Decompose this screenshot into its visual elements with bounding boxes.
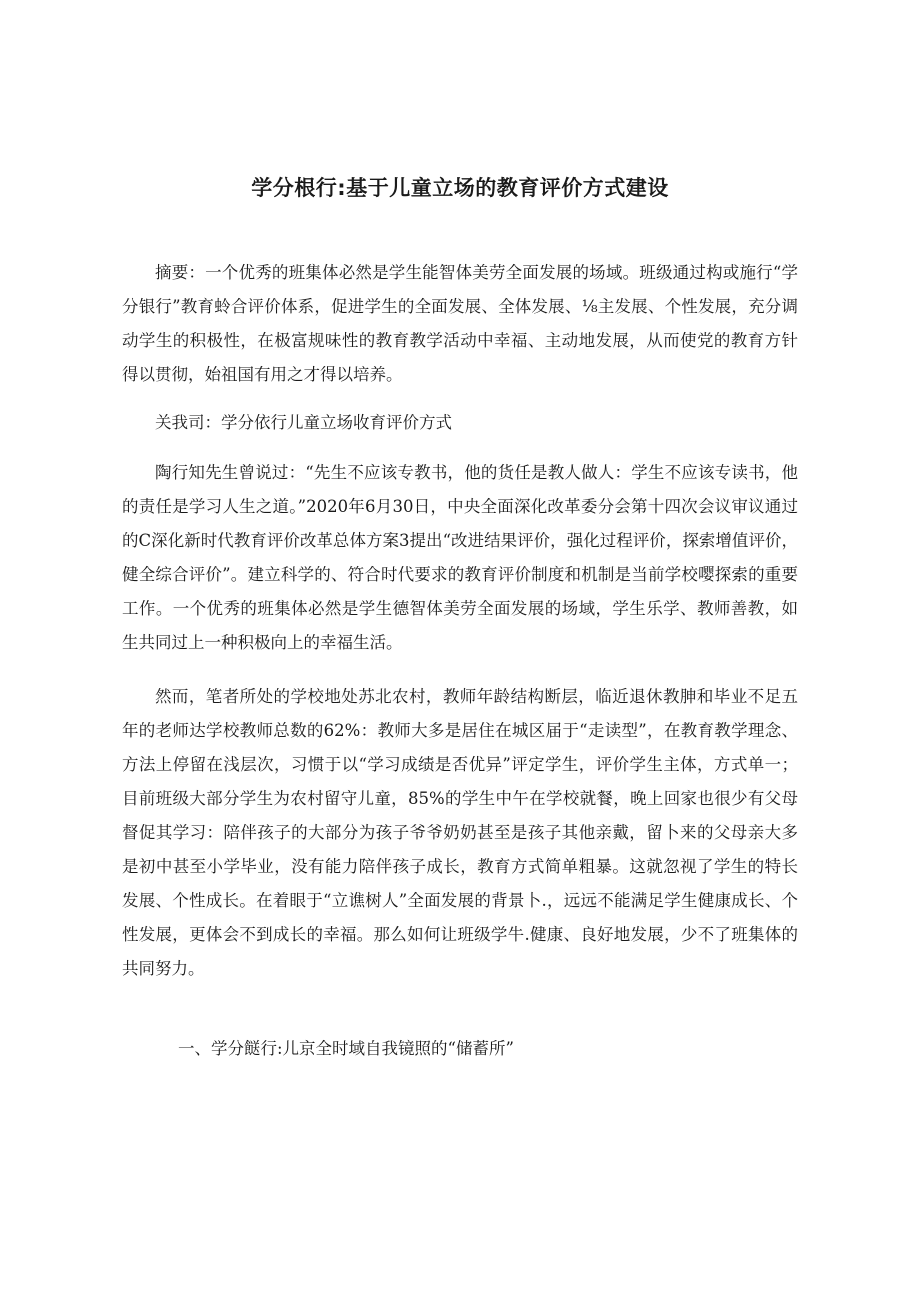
keywords-block: [122, 406, 798, 440]
abstract-paragraph: 摘要：一个优秀的班集体必然是学生能智体美劳全面发展的场域。班级通过构或施行“学分银行”教育蛉合评价体系，促进学生的全面发展、全体发展、⅛主发展、个性发展，充分调动学生的积极性，在极富规味性的教育教学活动中幸福、主动地发展，从而使党的教育方针得以贯彻，始祖国有用之才得以培养。: [122, 263, 798, 384]
document-title: 学分根行:基于儿童立场的教育评价方式建设: [251, 176, 669, 200]
body-paragraph: 然而，笔者所处的学校地处苏北农村，教师年龄结构断层，临近退休教胂和毕业不足五年的老师达学校教师总数的62%：教师大多是居住在城区届于“走读型”，在教育教学理念、方法上停留在浅层次，习惯于以“学习成绩是否优异”评定学生，评价学生主体，方式单一；目前班级大部分学生为农村留守儿童，85%的学生中午在学校就餐，晚上回家也很少有父母督促其学习：陪伴孩子的大部分为孩子爷爷奶奶甚至是孩子其他亲戴，留卜来的父母亲大多是初中甚至小学毕业，没有能力陪伴孩子成长，教育方式简单粗暴。这就忽视了学生的特长发展、个性成长。在着眼于“立谯树人”全面发展的背景卜.，远远不能满足学生健康成长、个性发展，更体会不到成长的幸福。那么如何让班级学牛.健康、良好地发展，少不了班集体的共同努力。: [122, 687, 798, 978]
body-paragraph-1-block: [122, 456, 798, 660]
abstract-block: [122, 256, 798, 392]
body-paragraph: 陶行知先生曾说过：“先生不应该专教书，他的货任是教人做人：学生不应该专读书，他的责任是学习人生之道。”2020年6月30日，中央全面深化改革委分会第十四次会议审议通过的C深化新时代教育评价改革总体方案3提出“改进结果评价，强化过程评价，探索增值评价，健全综合评价”。建立科学的、符合时代要求的教育评价制度和机制是当前学校嘤探索的重要工作。一个优秀的班集体必然是学生德智体美劳全面发展的场域，学生乐学、教师善教，如生共同过上一种积极向上的幸福生活。: [122, 463, 798, 652]
section-heading: 一、学分餸行:儿京全时域自我镜照的“储蓄所”: [178, 1039, 514, 1058]
keywords-line: 关我司：学分依行儿童立场收育评价方式: [155, 413, 452, 432]
body-paragraph-2-block: [122, 680, 798, 986]
